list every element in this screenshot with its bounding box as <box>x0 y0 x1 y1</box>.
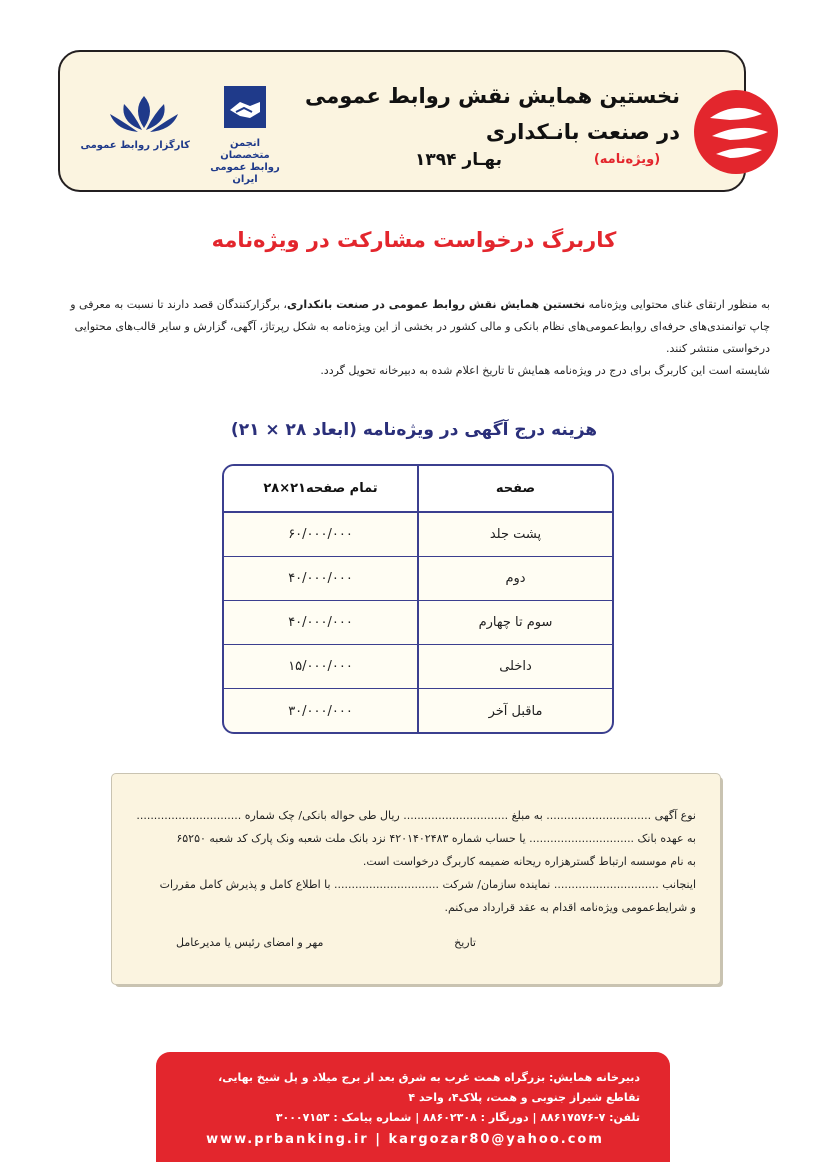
kargozar-logo <box>80 92 190 151</box>
table-row <box>224 513 612 557</box>
date-label[interactable]: تاریخ <box>454 936 476 949</box>
row-price: ۴۰/۰۰۰/۰۰۰ <box>288 571 353 586</box>
table-header-row <box>224 466 612 513</box>
bank-mellat-logo <box>690 80 782 178</box>
order-line-agreement: و شرایط‌عمومی ویژه‌نامه اقدام به عقد قرارداد می‌کنم. <box>444 901 696 914</box>
row-page: سوم تا چهارم <box>417 601 612 644</box>
signature-line <box>176 936 476 949</box>
order-line-bank[interactable]: به عهده بانک .............................. یا حساب شماره ۴۲۰۱۴۰۲۴۸۳ نزد بانک ملت شعبه ونک پارک کد شعبه ۶۵۲۵۰ <box>176 832 696 845</box>
row-price: ۳۰/۰۰۰/۰۰۰ <box>288 703 353 719</box>
footer-contacts: تلفن: ۷-۸۸۶۱۷۵۷۶ | دورنگار : ۸۸۶۰۲۳۰۸ | شماره پیامک : ۳۰۰۰۷۱۵۳ <box>275 1111 640 1124</box>
kargozar-caption: کارگزار روابط عمومی <box>80 140 190 151</box>
footer-address-2: تقاطع شیراز جنوبی و همت، پلاک۴، واحد ۴ <box>408 1091 640 1104</box>
intro-text <box>58 294 770 382</box>
intro-p1-bold: نخستین همایش نقش روابط عمومی در صنعت بانکداری <box>286 298 586 311</box>
row-page: داخلی <box>417 645 612 688</box>
table-row <box>224 689 612 733</box>
header-page: صفحه <box>417 466 612 511</box>
row-price: ۶۰/۰۰۰/۰۰۰ <box>288 527 353 542</box>
special-issue-label: (ویژه‌نامه) <box>593 152 661 167</box>
price-table <box>222 464 614 734</box>
signature-label[interactable]: مهر و امضای رئیس یا مدیرعامل <box>176 936 324 949</box>
row-page: دوم <box>417 557 612 600</box>
conference-title-line1: نخستین همایش نقش روابط عمومی <box>304 84 680 108</box>
table-row <box>224 601 612 645</box>
footer <box>156 1052 670 1162</box>
intro-p1-start: به منظور ارتقای غنای محتوایی ویژه‌نامه <box>588 298 770 311</box>
footer-address-1: دبیرخانه همایش: بزرگراه همت غرب به شرق بعد از برج میلاد و پل شیخ بهایی، <box>218 1071 640 1084</box>
lotus-icon <box>98 92 190 134</box>
intro-p1-end: ، برگزارکنندگان قصد دارند تا نسبت به معرفی و چاپ توانمندی‌های حرفه‌ای روابط‌عمومی‌های نظام بانکی و مالی کشور در بخشی از این ویژه‌نامه به شکل رپرتاژ، آگهی، گزارش و سایر قالب‌های محتوایی درخواستی منتشر کنند. <box>70 298 770 355</box>
row-page: پشت جلد <box>417 513 612 556</box>
intro-paragraph-2: شایسته است این کاربرگ برای درج در ویژه‌نامه همایش تا تاریخ اعلام شده به دبیرخانه تحویل گردد. <box>320 364 770 377</box>
anjoman-logo <box>210 86 280 186</box>
form-title: کاربرگ درخواست مشارکت در ویژه‌نامه <box>211 228 617 252</box>
order-form-text <box>136 804 696 919</box>
table-row <box>224 645 612 689</box>
intro-paragraph-1 <box>58 294 770 360</box>
anjoman-caption: انجمن متخصصان روابط عمومی ایران <box>210 138 280 185</box>
order-line-attachment: به نام موسسه ارتباط گسترهزاره ریحانه ضمیمه کاربرگ درخواست است. <box>362 855 696 868</box>
price-table-title: هزینه درج آگهی در ویژه‌نامه (ابعاد ۲۸ × ۲۱) <box>230 420 598 440</box>
handshake-icon <box>210 86 280 130</box>
order-line-representative[interactable]: اینجانب .............................. نماینده سازمان/ شرکت .............................. با اطلاع کامل و پذیرش کامل مقررات <box>159 878 696 891</box>
conference-season: بهـار ۱۳۹۴ <box>414 150 502 170</box>
footer-text <box>170 1068 640 1150</box>
row-price: ۱۵/۰۰۰/۰۰۰ <box>288 659 353 674</box>
order-form-box <box>112 774 720 984</box>
order-line-ad-type[interactable]: نوع آگهی .............................. به مبلغ .............................. ریال طی حواله بانکی/ چک شماره .............................. <box>136 809 696 822</box>
table-row <box>224 557 612 601</box>
conference-title-line2: در صنعت بانـکداری <box>485 120 680 144</box>
row-price: ۴۰/۰۰۰/۰۰۰ <box>288 615 353 630</box>
conference-title <box>304 78 680 150</box>
header-full-page: تمام صفحه۲۱×۲۸ <box>263 481 378 496</box>
row-page: ماقبل آخر <box>417 689 612 733</box>
footer-web-email[interactable]: www.prbanking.ir | kargozar80@yahoo.com <box>206 1132 604 1147</box>
